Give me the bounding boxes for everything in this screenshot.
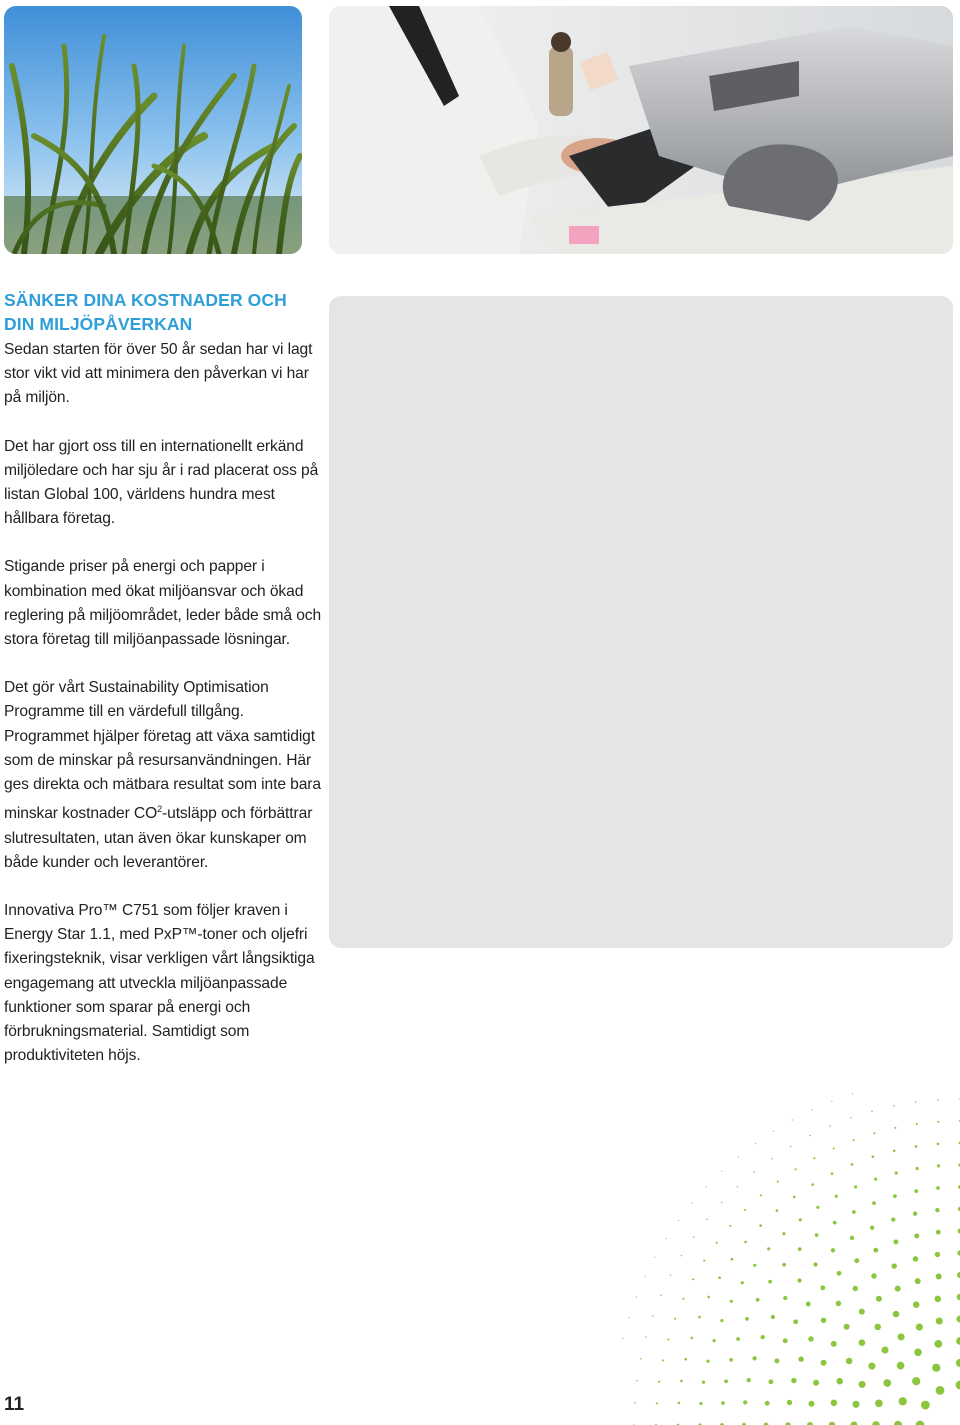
pattern-dot bbox=[850, 1236, 854, 1240]
pattern-dot bbox=[636, 1296, 637, 1297]
pattern-dot bbox=[809, 1135, 811, 1137]
pattern-dot bbox=[833, 1147, 835, 1149]
pattern-dot bbox=[640, 1358, 642, 1360]
pattern-dot bbox=[899, 1397, 907, 1405]
pattern-dot bbox=[656, 1402, 658, 1404]
pattern-dot bbox=[921, 1401, 930, 1410]
pattern-dot bbox=[881, 1346, 888, 1353]
pattern-dot bbox=[851, 1163, 854, 1166]
pattern-dot bbox=[876, 1296, 882, 1302]
pattern-dot bbox=[754, 1171, 756, 1173]
pattern-dot bbox=[916, 1324, 923, 1331]
paragraph-sustainability-text-b: -utsläpp och förbättrar slutresultaten, utan även ökar kunskaper om både kunder och leverantörer. bbox=[4, 805, 313, 871]
pattern-dot bbox=[652, 1315, 654, 1317]
pattern-dot bbox=[894, 1127, 896, 1129]
article-column bbox=[4, 288, 324, 1092]
pattern-dot bbox=[682, 1298, 684, 1300]
pattern-dot bbox=[831, 1172, 834, 1175]
pattern-dot bbox=[795, 1168, 797, 1170]
pattern-dot bbox=[744, 1241, 747, 1244]
pattern-dot bbox=[815, 1233, 819, 1237]
pattern-dot bbox=[853, 1139, 855, 1141]
pattern-dot bbox=[674, 1318, 676, 1320]
pattern-dot bbox=[768, 1280, 772, 1284]
pattern-dot bbox=[737, 1186, 739, 1188]
pattern-dot bbox=[912, 1377, 920, 1385]
pattern-dot bbox=[893, 1239, 898, 1244]
pattern-dot bbox=[813, 1157, 815, 1159]
pattern-dot bbox=[846, 1358, 853, 1365]
pattern-dot bbox=[891, 1217, 895, 1221]
pattern-dot bbox=[776, 1209, 779, 1212]
pattern-dot bbox=[893, 1194, 897, 1198]
pattern-dot bbox=[706, 1360, 709, 1363]
pattern-dot bbox=[703, 1260, 705, 1262]
pattern-dot bbox=[793, 1319, 798, 1324]
pattern-dot bbox=[891, 1263, 896, 1268]
pattern-dot bbox=[798, 1247, 802, 1251]
pattern-dot bbox=[684, 1358, 687, 1361]
pattern-dot bbox=[934, 1340, 942, 1348]
pattern-dot bbox=[771, 1158, 773, 1160]
pattern-dot bbox=[691, 1203, 692, 1204]
pattern-dot bbox=[667, 1338, 669, 1340]
pattern-dot bbox=[850, 1117, 852, 1119]
pattern-dot bbox=[914, 1189, 918, 1193]
pattern-dot bbox=[736, 1337, 740, 1341]
pattern-dot bbox=[872, 1421, 880, 1425]
pattern-dot bbox=[721, 1401, 725, 1405]
pattern-dot bbox=[852, 1093, 853, 1094]
co2-subscript: 2 bbox=[157, 804, 163, 815]
pattern-dot bbox=[859, 1381, 866, 1388]
paragraph-pro-c751: Innovativa Pro™ C751 som följer kraven i Energy Star 1.1, med PxP™-toner och oljefri fixeringsteknik, visar verkligen vårt långsiktiga engagemang att utveckla miljöanpassade funktioner som sparar på energi och förbrukningsmaterial. Samtidigt som produktiviteten höjs. bbox=[4, 902, 315, 1065]
pattern-dot bbox=[806, 1302, 811, 1307]
pattern-dot bbox=[956, 1337, 960, 1345]
pattern-dot bbox=[935, 1296, 942, 1303]
pattern-dot bbox=[782, 1232, 785, 1235]
pattern-dot bbox=[731, 1258, 734, 1261]
pattern-dot bbox=[809, 1401, 815, 1407]
pattern-dot bbox=[844, 1324, 850, 1330]
pattern-dot bbox=[852, 1210, 856, 1214]
pattern-dot bbox=[811, 1110, 812, 1111]
pattern-dot bbox=[730, 1300, 733, 1303]
pattern-dot bbox=[645, 1336, 647, 1338]
pattern-dot bbox=[660, 1294, 662, 1296]
heading-line-1: SÄNKER DINA KOSTNADER OCH bbox=[4, 290, 287, 310]
pattern-dot bbox=[859, 1339, 866, 1346]
pattern-dot bbox=[813, 1380, 819, 1386]
pattern-dot bbox=[678, 1402, 681, 1405]
pattern-dot bbox=[956, 1381, 960, 1390]
pattern-dot bbox=[716, 1242, 718, 1244]
pattern-dot bbox=[915, 1145, 918, 1148]
pattern-dot bbox=[692, 1278, 694, 1280]
heading-line-2: DIN MILJÖPÅVERKAN bbox=[4, 314, 193, 334]
pattern-dot bbox=[916, 1421, 925, 1425]
pattern-dot bbox=[913, 1256, 918, 1261]
pattern-dot bbox=[654, 1257, 655, 1258]
pattern-dot bbox=[854, 1185, 857, 1188]
pattern-dot bbox=[658, 1381, 660, 1383]
pattern-dot bbox=[793, 1196, 796, 1199]
pattern-dot bbox=[956, 1359, 960, 1367]
pattern-dot bbox=[662, 1359, 664, 1361]
pattern-dot bbox=[893, 1149, 896, 1152]
pattern-dot bbox=[628, 1317, 629, 1318]
paragraph-global-100: Det har gjort oss till en internationellt erkänd miljöledare och har sju år i rad placerat oss på listan Global 100, världens hundra mest hållbara företag. bbox=[4, 437, 319, 528]
pattern-dot bbox=[859, 1309, 865, 1315]
pattern-dot bbox=[798, 1356, 803, 1361]
pattern-dot bbox=[797, 1278, 801, 1282]
pattern-dot bbox=[831, 1248, 835, 1252]
pattern-dot bbox=[707, 1296, 710, 1299]
pattern-dot bbox=[916, 1167, 919, 1170]
pattern-dot bbox=[854, 1258, 859, 1263]
pattern-dot bbox=[893, 1105, 895, 1107]
pattern-dot bbox=[913, 1212, 917, 1216]
pattern-dot bbox=[915, 1278, 921, 1284]
pattern-dot bbox=[706, 1186, 707, 1187]
pattern-dot bbox=[771, 1315, 775, 1319]
pattern-dot bbox=[936, 1186, 940, 1190]
pattern-dot bbox=[932, 1364, 940, 1372]
pattern-dot bbox=[916, 1123, 918, 1125]
pattern-dot bbox=[636, 1380, 638, 1382]
pattern-dot bbox=[699, 1402, 702, 1405]
office-printer-photo bbox=[329, 6, 953, 254]
pattern-dot bbox=[829, 1125, 831, 1127]
pattern-dot bbox=[831, 1341, 837, 1347]
pattern-dot bbox=[666, 1238, 667, 1239]
pattern-dot bbox=[759, 1224, 762, 1227]
pattern-dot bbox=[833, 1221, 837, 1225]
pattern-dot bbox=[753, 1264, 756, 1267]
pattern-dot bbox=[765, 1401, 770, 1406]
pattern-dot bbox=[816, 1206, 819, 1209]
pattern-dot bbox=[783, 1296, 787, 1300]
pattern-dot bbox=[747, 1378, 751, 1382]
pattern-dot bbox=[690, 1337, 693, 1340]
pattern-dot bbox=[868, 1363, 875, 1370]
pattern-dot bbox=[670, 1274, 672, 1276]
pattern-dot bbox=[850, 1421, 857, 1425]
pattern-dot bbox=[871, 1110, 873, 1112]
pattern-dot bbox=[894, 1421, 902, 1425]
pattern-dot bbox=[787, 1400, 792, 1405]
pattern-dot bbox=[706, 1219, 708, 1221]
pattern-dot bbox=[913, 1301, 920, 1308]
pattern-dot bbox=[782, 1263, 786, 1267]
pattern-dot bbox=[937, 1121, 939, 1123]
pattern-dot bbox=[755, 1143, 756, 1144]
pattern-dot bbox=[777, 1181, 779, 1183]
page-number: 11 bbox=[4, 1394, 25, 1415]
pattern-dot bbox=[935, 1208, 939, 1212]
pattern-dot bbox=[937, 1099, 939, 1101]
pattern-dot bbox=[914, 1348, 922, 1356]
pattern-dot bbox=[871, 1273, 876, 1278]
pattern-dot bbox=[718, 1276, 721, 1279]
pattern-dot bbox=[836, 1301, 841, 1306]
pattern-dot bbox=[837, 1271, 842, 1276]
pattern-dot bbox=[875, 1399, 883, 1407]
pattern-dot bbox=[937, 1143, 940, 1146]
pattern-dot bbox=[678, 1220, 679, 1221]
pattern-dot bbox=[724, 1379, 728, 1383]
paragraph-sustainability-text-a: Det gör vårt Sustainability Optimisation Programme till en värdefull tillgång. Programmet hjälper företag att växa samtidigt som de minskar på resursanvändningen. Här ges direkta och mätbara resultat som inte bara minskar kostnader CO bbox=[4, 679, 321, 823]
pattern-dot bbox=[873, 1248, 878, 1253]
paragraph-energy-prices: Stigande priser på energi och papper i kombination med ökat miljöansvar och ökad reglering på miljöområdet, leder både små och stora företag till miljöanpassade lösningar. bbox=[4, 558, 322, 649]
pattern-dot bbox=[956, 1315, 960, 1322]
pattern-dot bbox=[936, 1317, 943, 1324]
pattern-dot bbox=[767, 1247, 770, 1250]
pattern-dot bbox=[914, 1233, 919, 1238]
pattern-dot bbox=[915, 1101, 917, 1103]
pattern-dot bbox=[835, 1195, 838, 1198]
pattern-dot bbox=[768, 1379, 773, 1384]
pattern-dot bbox=[937, 1164, 940, 1167]
pattern-dot bbox=[634, 1402, 636, 1404]
pattern-dot bbox=[853, 1286, 858, 1291]
pattern-dot bbox=[761, 1335, 765, 1339]
pattern-dot bbox=[720, 1319, 723, 1322]
pattern-dot bbox=[721, 1202, 723, 1204]
pattern-dot bbox=[729, 1358, 733, 1362]
pattern-dot bbox=[898, 1333, 905, 1340]
pattern-dot bbox=[721, 1171, 722, 1172]
pattern-dot bbox=[744, 1209, 746, 1211]
paragraph-sustainability-programme bbox=[4, 676, 324, 875]
pattern-dot bbox=[743, 1400, 747, 1404]
pattern-dot bbox=[820, 1285, 825, 1290]
pattern-dot bbox=[813, 1262, 817, 1266]
pattern-dot bbox=[756, 1298, 760, 1302]
pattern-dot bbox=[752, 1356, 756, 1360]
pattern-dot bbox=[831, 1400, 838, 1407]
pattern-dot bbox=[874, 1178, 877, 1181]
pattern-dot bbox=[738, 1156, 739, 1157]
pattern-dot bbox=[622, 1338, 623, 1339]
pattern-dot bbox=[693, 1236, 695, 1238]
pattern-dot bbox=[808, 1336, 813, 1341]
pattern-dot bbox=[936, 1230, 941, 1235]
pattern-dot bbox=[935, 1252, 940, 1257]
pattern-dot bbox=[741, 1281, 744, 1284]
grass-photo bbox=[4, 6, 302, 254]
pattern-dot bbox=[760, 1194, 762, 1196]
pattern-dot bbox=[645, 1276, 646, 1277]
pattern-dot bbox=[745, 1317, 749, 1321]
pattern-dot bbox=[680, 1380, 683, 1383]
section-heading bbox=[4, 288, 324, 336]
paragraph-intro: Sedan starten för över 50 år sedan har vi lagt stor vikt vid att minimera den påverkan vi har på miljön. bbox=[4, 341, 313, 407]
pattern-dot bbox=[873, 1132, 875, 1134]
dot-pattern-graphic bbox=[620, 1090, 960, 1425]
pattern-dot bbox=[791, 1378, 796, 1383]
pattern-dot bbox=[852, 1401, 859, 1408]
pattern-dot bbox=[895, 1286, 901, 1292]
image-placeholder-panel bbox=[329, 296, 953, 948]
pattern-dot bbox=[831, 1101, 832, 1102]
pattern-dot bbox=[792, 1119, 793, 1120]
pattern-dot bbox=[874, 1324, 881, 1331]
pattern-dot bbox=[783, 1338, 788, 1343]
pattern-dot bbox=[821, 1360, 827, 1366]
pattern-dot bbox=[895, 1171, 898, 1174]
pattern-dot bbox=[729, 1225, 731, 1227]
pattern-dot bbox=[773, 1131, 774, 1132]
pattern-dot bbox=[713, 1339, 716, 1342]
pattern-dot bbox=[872, 1155, 875, 1158]
pattern-dot bbox=[774, 1358, 779, 1363]
pattern-dot bbox=[870, 1226, 874, 1230]
pattern-dot bbox=[936, 1386, 945, 1395]
pattern-dot bbox=[883, 1379, 891, 1387]
pattern-dot bbox=[702, 1381, 705, 1384]
pattern-dot bbox=[799, 1218, 802, 1221]
pattern-dot bbox=[698, 1316, 701, 1319]
pattern-dot bbox=[790, 1146, 792, 1148]
pattern-dot bbox=[936, 1274, 942, 1280]
pattern-dot bbox=[897, 1362, 905, 1370]
pattern-dot bbox=[836, 1378, 843, 1385]
pattern-dot bbox=[821, 1318, 826, 1323]
pattern-dot bbox=[681, 1255, 683, 1257]
pattern-dot bbox=[811, 1183, 814, 1186]
pattern-dot bbox=[872, 1201, 876, 1205]
pattern-dot bbox=[893, 1311, 900, 1318]
